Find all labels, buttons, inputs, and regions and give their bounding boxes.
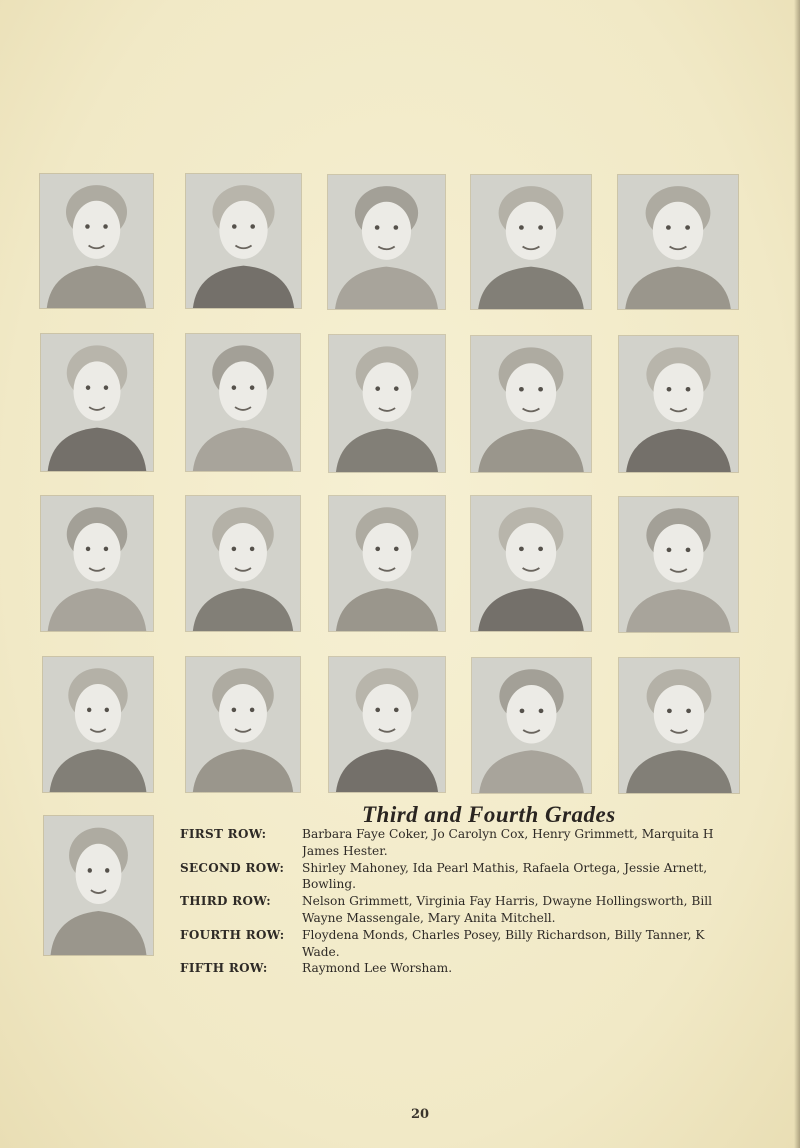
student-portrait-icon bbox=[329, 335, 445, 472]
student-portrait-icon bbox=[471, 175, 591, 309]
student-portrait-icon bbox=[329, 496, 445, 631]
row-label: FIFTH ROW: bbox=[180, 961, 268, 976]
row-names: Nelson Grimmett, Virginia Fay Harris, Dwayne Hollingsworth, Bill Wayne Massengale, Mary Anita Mitchell. bbox=[302, 894, 713, 925]
student-portrait-icon bbox=[471, 496, 591, 631]
student-portrait-icon bbox=[186, 174, 301, 308]
student-portrait-icon bbox=[186, 334, 300, 471]
row-label: FOURTH ROW: bbox=[180, 927, 285, 942]
student-portrait-icon bbox=[472, 658, 591, 793]
student-photo-row3-5 bbox=[619, 497, 738, 632]
student-photo-row2-1 bbox=[41, 334, 153, 471]
caption-row-fourth bbox=[180, 927, 800, 961]
section-title: Third and Fourth Grades bbox=[362, 802, 616, 827]
student-photo-row1-1 bbox=[40, 174, 153, 308]
student-photo-row2-3 bbox=[329, 335, 445, 472]
page-edge-shadow bbox=[794, 0, 800, 1148]
student-portrait-icon bbox=[43, 657, 153, 792]
student-photo-row1-2 bbox=[186, 174, 301, 308]
student-portrait-icon bbox=[40, 174, 153, 308]
student-photo-row3-2 bbox=[186, 496, 300, 631]
student-photo-row4-5 bbox=[619, 658, 739, 793]
student-portrait-icon bbox=[186, 496, 300, 631]
row-label: THIRD ROW: bbox=[180, 894, 271, 909]
student-portrait-icon bbox=[619, 658, 739, 793]
row-names: Raymond Lee Worsham. bbox=[302, 961, 453, 976]
student-photo-row2-2 bbox=[186, 334, 300, 471]
student-portrait-icon bbox=[619, 336, 738, 472]
caption-row-second bbox=[180, 860, 800, 894]
student-portrait-icon bbox=[41, 334, 153, 471]
row-label: SECOND ROW: bbox=[180, 860, 285, 875]
student-portrait-icon bbox=[329, 657, 445, 792]
photo-caption bbox=[180, 826, 800, 977]
student-photo-row3-1 bbox=[41, 496, 153, 631]
student-portrait-icon bbox=[328, 175, 445, 309]
student-portrait-icon bbox=[619, 497, 738, 632]
student-portrait-icon bbox=[186, 657, 300, 792]
student-photo-row4-3 bbox=[329, 657, 445, 792]
student-photo-row1-5 bbox=[618, 175, 738, 309]
student-portrait-icon bbox=[471, 336, 591, 472]
student-photo-row1-3 bbox=[328, 175, 445, 309]
student-photo-row1-4 bbox=[471, 175, 591, 309]
student-photo-row4-2 bbox=[186, 657, 300, 792]
caption-row-fifth bbox=[180, 960, 800, 977]
student-portrait-icon bbox=[618, 175, 738, 309]
student-photo-row4-1 bbox=[43, 657, 153, 792]
student-photo-row4-4 bbox=[472, 658, 591, 793]
caption-row-first bbox=[180, 826, 800, 860]
caption-row-third bbox=[180, 893, 800, 927]
row-label: FIRST ROW: bbox=[180, 827, 267, 841]
student-photo-row2-5 bbox=[619, 336, 738, 472]
student-photo-row3-4 bbox=[471, 496, 591, 631]
student-photo-row3-3 bbox=[329, 496, 445, 631]
student-photo-row2-4 bbox=[471, 336, 591, 472]
row-names: Shirley Mahoney, Ida Pearl Mathis, Rafaela Ortega, Jessie Arnett, Bowling. bbox=[302, 860, 708, 892]
row-names: Floydena Monds, Charles Posey, Billy Richardson, Billy Tanner, K Wade. bbox=[302, 927, 705, 959]
row-names: Barbara Faye Coker, Jo Carolyn Cox, Henry Grimmett, Marquita H James Hester. bbox=[302, 827, 714, 858]
student-portrait-icon bbox=[44, 816, 153, 955]
student-portrait-icon bbox=[41, 496, 153, 631]
student-photo-row5-1 bbox=[44, 816, 153, 955]
page-number: 20 bbox=[410, 1107, 430, 1122]
